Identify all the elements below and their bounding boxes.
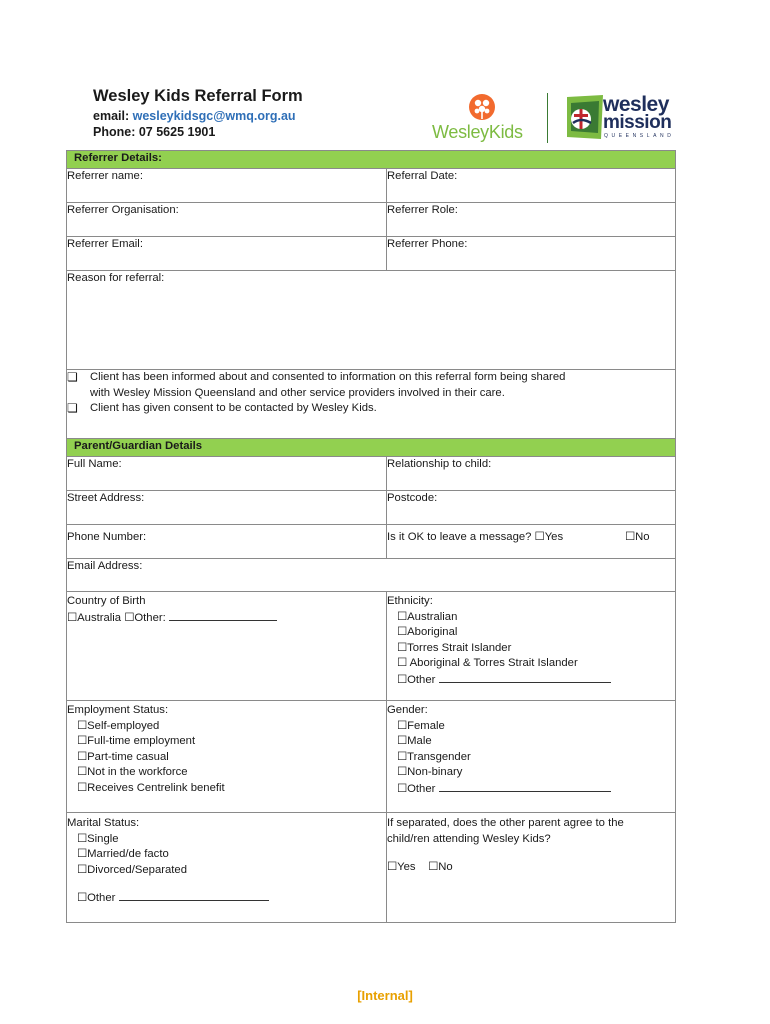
postcode-label: Postcode: xyxy=(387,492,438,504)
referrer-email-label: Referrer Email: xyxy=(67,238,143,250)
marital-option[interactable]: ☐Married/de facto xyxy=(77,848,169,860)
country-other-line[interactable] xyxy=(169,610,277,621)
ethnicity-option[interactable]: ☐Torres Strait Islander xyxy=(397,641,512,654)
phone-number-field[interactable] xyxy=(67,525,387,559)
wesley-mission-logo xyxy=(565,93,680,143)
separated-question-cont: child/ren attending Wesley Kids? xyxy=(387,832,551,845)
phone-number-label: Phone Number: xyxy=(67,531,147,543)
country-other-option[interactable]: ☐Other: xyxy=(124,611,166,624)
separated-consent-field xyxy=(387,813,676,923)
email-link[interactable]: wesleykidsgc@wmq.org.au xyxy=(132,109,296,123)
country-of-birth-field xyxy=(67,592,387,701)
ethnicity-option[interactable]: ☐Australian xyxy=(397,610,458,623)
ethnicity-other-line[interactable] xyxy=(439,672,611,683)
referrer-email-field[interactable] xyxy=(67,237,387,271)
referrer-phone-label: Referrer Phone: xyxy=(387,238,468,250)
wesley-kids-wordmark: WesleyKids xyxy=(432,122,523,142)
referrer-role-label: Referrer Role: xyxy=(387,204,458,216)
ethnicity-field xyxy=(387,592,676,701)
employment-option[interactable]: ☐Not in the workforce xyxy=(77,766,188,778)
referral-date-label: Referral Date: xyxy=(387,170,458,182)
checkbox-icon[interactable]: ❏ xyxy=(67,401,78,415)
referrer-name-label: Referrer name: xyxy=(67,170,143,182)
full-name-field[interactable] xyxy=(67,457,387,491)
consent-contact-item[interactable]: ❏ Client has given consent to be contacted by Wesley Kids. xyxy=(67,401,377,415)
ethnicity-option[interactable]: ☐ Aboriginal & Torres Strait Islander xyxy=(397,657,578,669)
logo-divider xyxy=(547,93,548,143)
contact-email xyxy=(93,109,296,123)
ethnicity-other-option[interactable]: ☐Other xyxy=(397,673,436,686)
reason-label: Reason for referral: xyxy=(67,272,165,284)
marital-option[interactable]: ☐Single xyxy=(77,832,119,845)
gender-option[interactable]: ☐Transgender xyxy=(397,750,471,763)
gender-option[interactable]: ☐Male xyxy=(397,735,432,747)
reason-for-referral-field[interactable] xyxy=(67,271,676,370)
referrer-role-field[interactable] xyxy=(387,203,676,237)
full-name-label: Full Name: xyxy=(67,458,122,470)
email-address-label: Email Address: xyxy=(67,560,143,572)
leave-message-field xyxy=(387,525,676,559)
referrer-name-field[interactable] xyxy=(67,169,387,203)
wesley-kids-logo xyxy=(428,92,536,144)
employment-label: Employment Status: xyxy=(67,704,169,716)
email-label: email: xyxy=(93,109,130,123)
queensland-wordmark: QUEENSLAND xyxy=(604,133,675,139)
gender-other-option[interactable]: ☐Other xyxy=(397,782,436,795)
street-address-label: Street Address: xyxy=(67,492,145,504)
postcode-field[interactable] xyxy=(387,491,676,525)
consent-shared-item[interactable]: ❏ Client has been informed about and consented to information on this referral form being shared with Wesley Mission Queensland and other service providers involved in their care. xyxy=(67,370,566,399)
parent-section-header: Parent/Guardian Details xyxy=(67,439,676,457)
ethnicity-label: Ethnicity: xyxy=(387,595,433,607)
marital-other-option[interactable]: ☐Other xyxy=(77,892,116,904)
street-address-field[interactable] xyxy=(67,491,387,525)
gender-option[interactable]: ☐Non-binary xyxy=(397,766,463,778)
employment-option[interactable]: ☐Full-time employment xyxy=(77,735,196,747)
referrer-organisation-label: Referrer Organisation: xyxy=(67,204,179,216)
marital-option[interactable]: ☐Divorced/Separated xyxy=(77,863,187,876)
referrer-organisation-field[interactable] xyxy=(67,203,387,237)
marital-status-field xyxy=(67,813,387,923)
separated-no-option[interactable]: ☐No xyxy=(428,861,453,873)
contact-phone: Phone: 07 5625 1901 xyxy=(93,125,216,139)
leave-message-no-option[interactable]: ☐No xyxy=(625,531,650,543)
country-label: Country of Birth xyxy=(67,595,146,607)
wesley-wordmark: wesley xyxy=(603,93,669,116)
gender-field xyxy=(387,701,676,813)
relationship-field[interactable] xyxy=(387,457,676,491)
marital-other-line[interactable] xyxy=(119,890,269,901)
referrer-section-header: Referrer Details: xyxy=(67,151,676,169)
leave-message-yes-option[interactable]: Is it OK to leave a message? ☐Yes xyxy=(387,531,564,543)
gender-option[interactable]: ☐Female xyxy=(397,719,445,732)
country-australia-option[interactable]: ☐Australia xyxy=(67,611,122,624)
consent-block xyxy=(67,370,676,439)
page-title: Wesley Kids Referral Form xyxy=(93,87,303,105)
employment-option[interactable]: ☐Part-time casual xyxy=(77,750,169,763)
gender-label: Gender: xyxy=(387,704,428,716)
referrer-phone-field[interactable] xyxy=(387,237,676,271)
classification-label: [Internal] xyxy=(357,988,413,1003)
separated-yes-option[interactable]: ☐Yes xyxy=(387,861,416,873)
gender-other-line[interactable] xyxy=(439,781,611,792)
employment-status-field xyxy=(67,701,387,813)
employment-option[interactable]: ☐Self-employed xyxy=(77,719,160,732)
relationship-label: Relationship to child: xyxy=(387,458,492,470)
ethnicity-option[interactable]: ☐Aboriginal xyxy=(397,626,458,638)
referral-form xyxy=(66,150,676,923)
employment-option[interactable]: ☐Receives Centrelink benefit xyxy=(77,781,225,794)
marital-label: Marital Status: xyxy=(67,817,140,829)
separated-question: If separated, does the other parent agree to the xyxy=(387,817,624,829)
mission-wordmark: mission xyxy=(603,112,672,133)
wesley-mission-cross-icon xyxy=(565,93,605,141)
email-address-field[interactable] xyxy=(67,559,676,592)
referral-date-field[interactable] xyxy=(387,169,676,203)
checkbox-icon[interactable]: ❏ xyxy=(67,370,78,384)
